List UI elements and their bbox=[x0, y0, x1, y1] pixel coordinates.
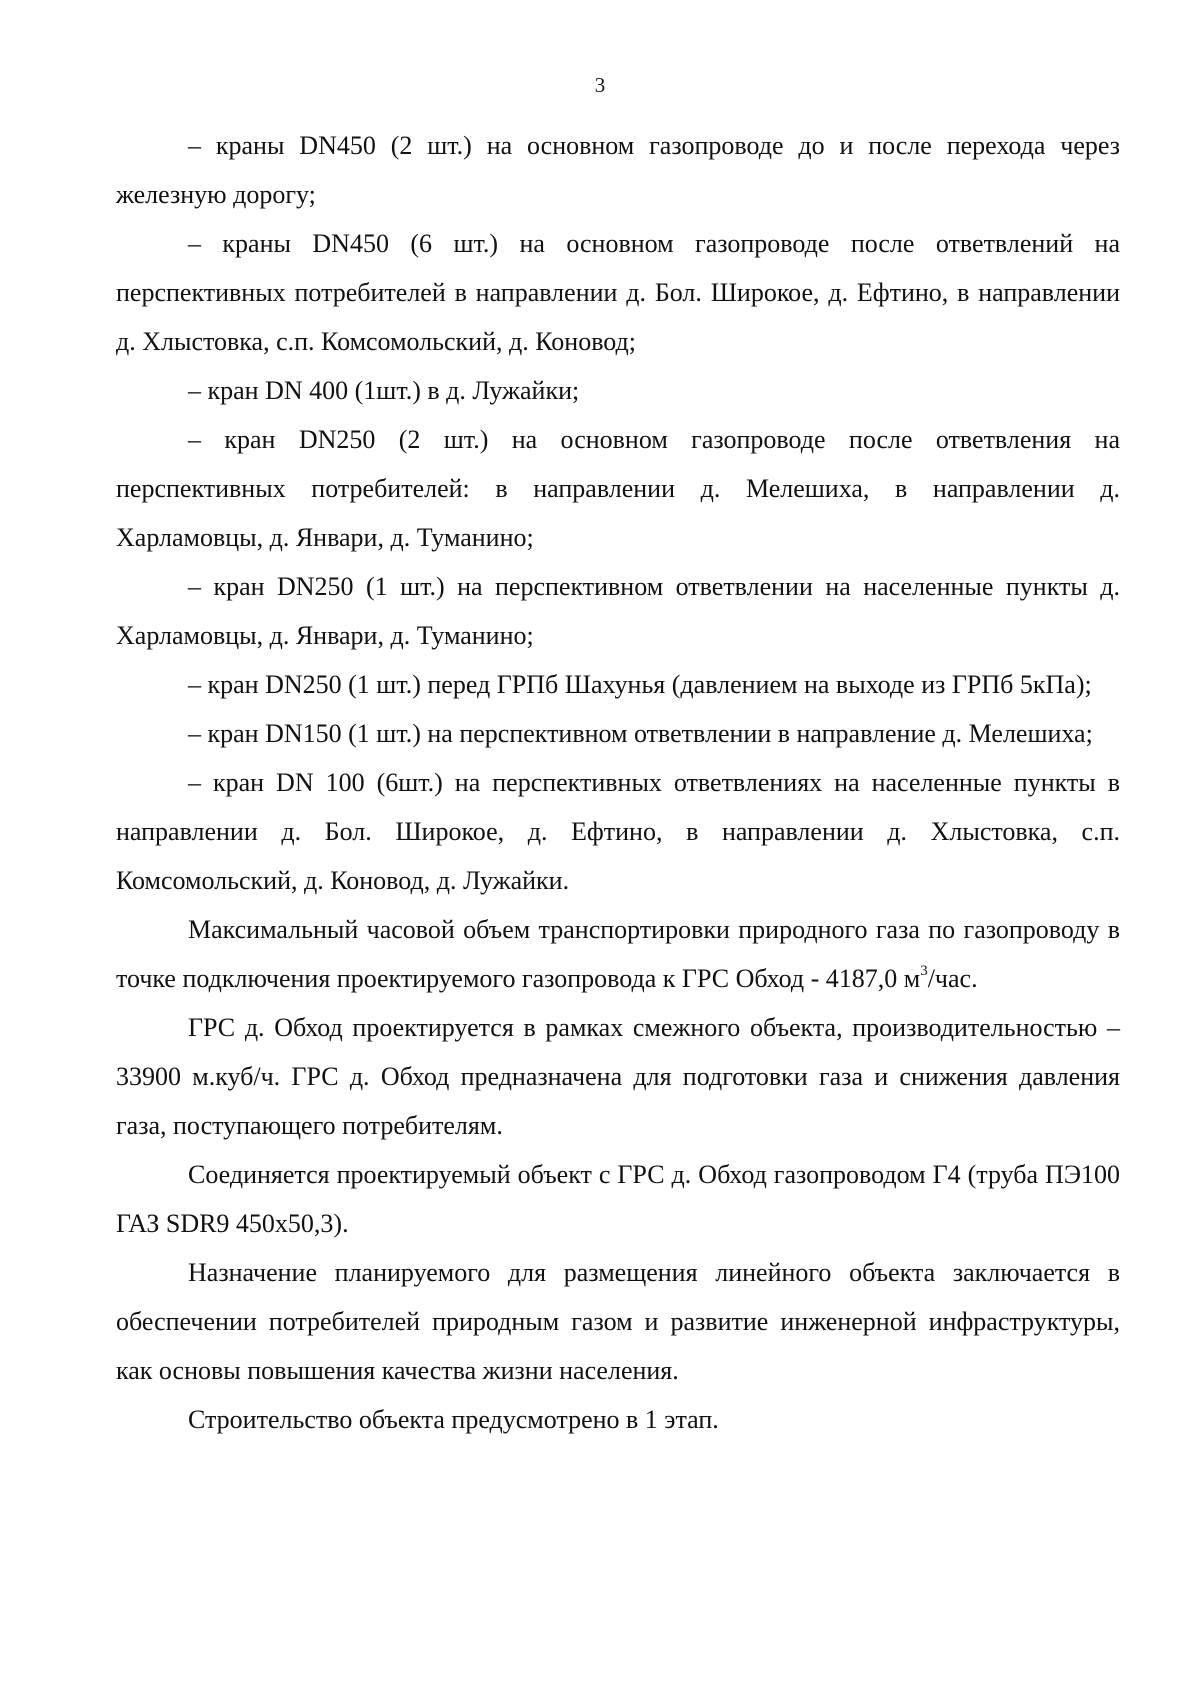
document-body bbox=[116, 121, 1120, 1444]
page-number: 3 bbox=[594, 73, 606, 97]
connection-paragraph: Соединяется проектируемый объект с ГРС д. Обход газопроводом Г4 (труба ПЭ100 ГАЗ SDR9 450х50,3). bbox=[116, 1160, 1120, 1238]
grs-capacity-paragraph: ГРС д. Обход проектируется в рамках смежного объекта, производительностью – 33900 м.куб/ч. ГРС д. Обход предназначена для подготовки газа и снижения давления газа, поступающего потребителям. bbox=[116, 1013, 1120, 1140]
purpose-paragraph: Назначение планируемого для размещения линейного объекта заключается в обеспечении потребителей природным газом и развитие инженерной инфраструктуры, как основы повышения качества жизни населения. bbox=[116, 1258, 1120, 1385]
valve-item-dn250-grpb: – кран DN250 (1 шт.) перед ГРПб Шахунья (давлением на выходе из ГРПб 5кПа); bbox=[188, 670, 1092, 699]
cubic-superscript: 3 bbox=[920, 963, 928, 980]
max-volume-unit-suffix: /час. bbox=[927, 964, 978, 993]
max-volume-text: Максимальный часовой объем транспортировки природного газа по газопроводу в точке подключения проектируемого газопровода к ГРС Обход - 4187,0 м bbox=[116, 915, 1120, 993]
valve-item-dn450-branches: – краны DN450 (6 шт.) на основном газопроводе после ответвлений на перспективных потребителей в направлении д. Бол. Широкое, д. Ефтино, в направлении д. Хлыстовка, с.п. Комсомольский, д. Коновод; bbox=[116, 229, 1120, 356]
valve-item-dn100: – кран DN 100 (6шт.) на перспективных ответвлениях на населенные пункты в направлении д. Бол. Широкое, д. Ефтино, в направлении д. Хлыстовка, с.п. Комсомольский, д. Коновод, д. Лужайки. bbox=[116, 768, 1120, 895]
valve-item-dn250-main: – кран DN250 (2 шт.) на основном газопроводе после ответвления на перспективных потребителей: в направлении д. Мелешиха, в направлении д. Харламовцы, д. Январи, д. Туманино; bbox=[116, 425, 1120, 552]
valve-item-dn150: – кран DN150 (1 шт.) на перспективном ответвлении в направление д. Мелешиха; bbox=[188, 719, 1093, 748]
construction-stage-paragraph: Строительство объекта предусмотрено в 1 этап. bbox=[188, 1405, 719, 1434]
valve-item-dn250-branch: – кран DN250 (1 шт.) на перспективном ответвлении на населенные пункты д. Харламовцы, д. Январи, д. Туманино; bbox=[116, 572, 1120, 650]
valve-item-dn450-railway: – краны DN450 (2 шт.) на основном газопроводе до и после перехода через железную дорогу; bbox=[116, 131, 1120, 209]
valve-item-dn400-luzhaiki: – кран DN 400 (1шт.) в д. Лужайки; bbox=[188, 376, 580, 405]
max-volume-paragraph bbox=[116, 905, 1120, 1003]
